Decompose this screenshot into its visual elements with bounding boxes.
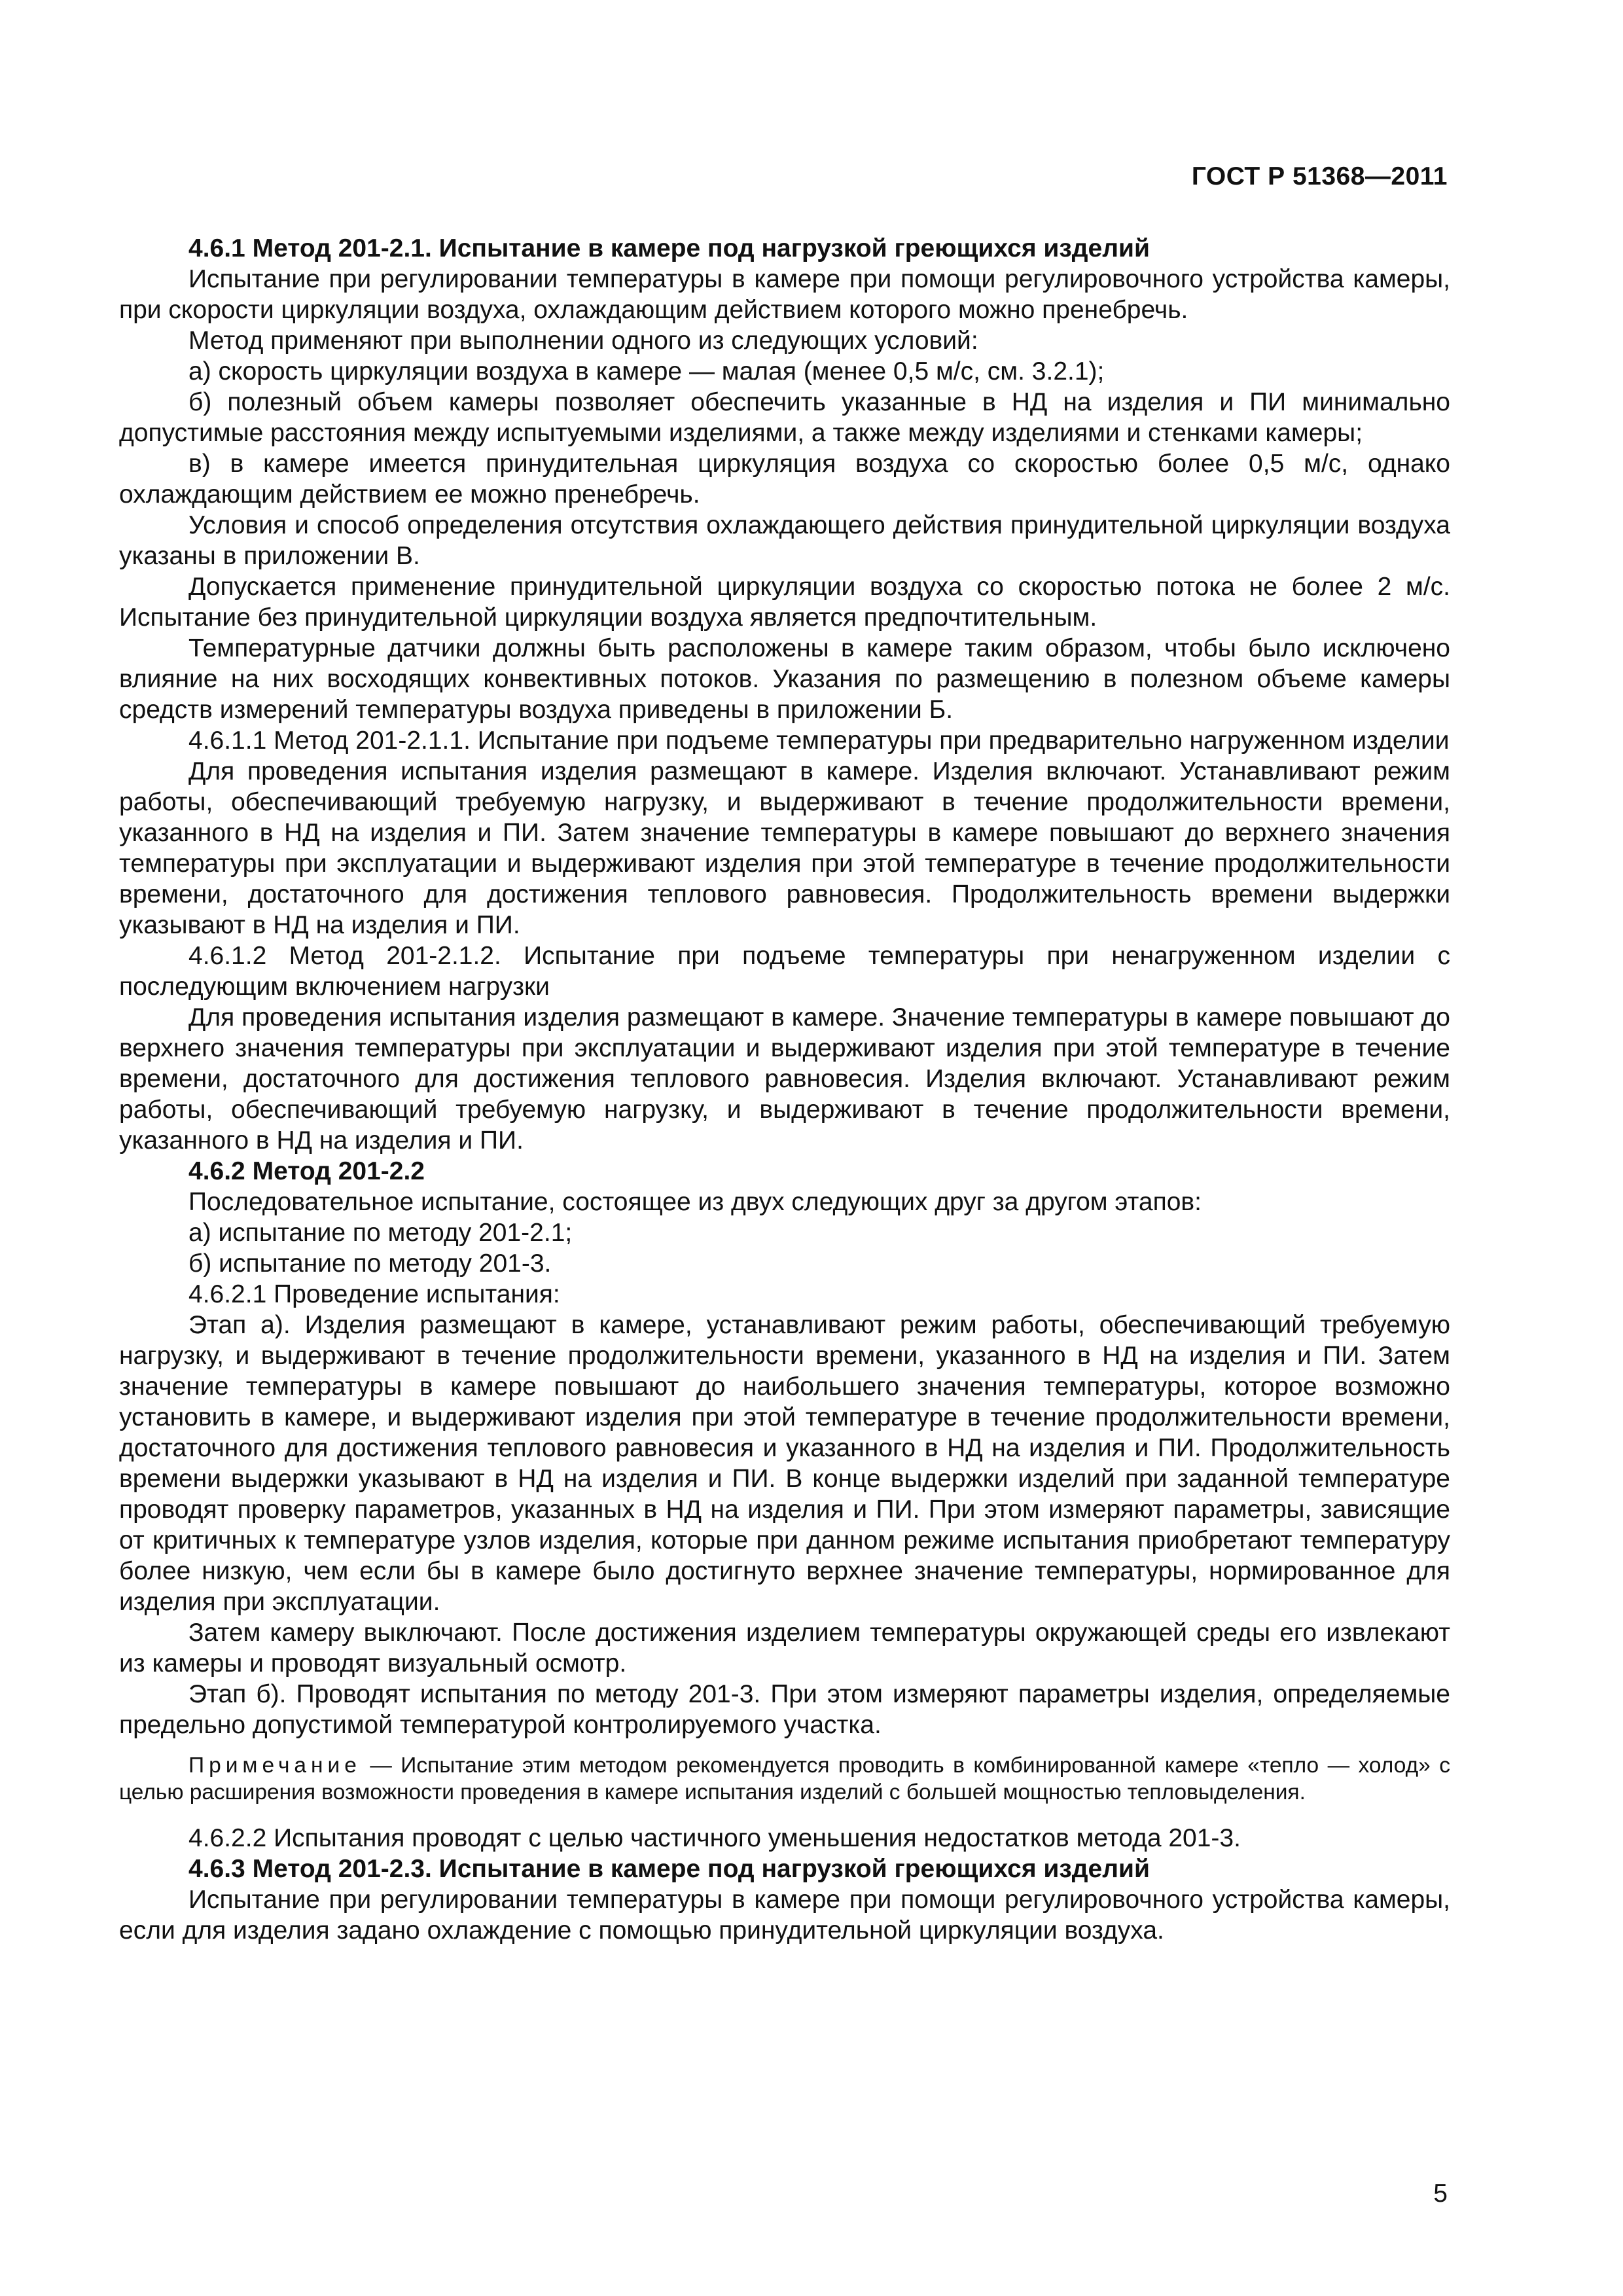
note xyxy=(119,1752,1450,1806)
note-text: — Испытание этим методом рекомендуется проводить в комбинированной камере «тепло — холод» с целью расширения возможности проведения в камере испытания изделий с большей мощностью тепловыделения. xyxy=(119,1753,1450,1804)
paragraph: Для проведения испытания изделия размещают в камере. Изделия включают. Устанавливают режим работы, обеспечивающий требуемую нагрузку, и выдерживают в течение продолжительности времени, указанного в НД на изделия и ПИ. Затем значение температуры в камере повышают до верхнего значения температуры при эксплуатации и выдерживают изделия при этой температуре в течение продолжительности времени, достаточного для достижения теплового равновесия. Продолжительность времени выдержки указывают в НД на изделия и ПИ. xyxy=(119,757,1450,939)
paragraph: Температурные датчики должны быть расположены в камере таким образом, чтобы было исключено влияние на них восходящих конвективных потоков. Указания по размещению в полезном объеме камеры средств измерений температуры воздуха приведены в приложении Б. xyxy=(119,634,1450,724)
subsection-title-4-6-1-1: 4.6.1.1 Метод 201-2.1.1. Испытание при подъеме температуры при предварительно нагруженном изделии xyxy=(188,726,1450,755)
document-body xyxy=(119,233,1450,1946)
paragraph: Испытание при регулировании температуры в камере при помощи регулировочного устройства камеры, при скорости циркуляции воздуха, охлаждающим действием которого можно пренебречь. xyxy=(119,265,1450,324)
section-heading-4-6-3: 4.6.3 Метод 201-2.3. Испытание в камере под нагрузкой греющихся изделий xyxy=(188,1855,1150,1883)
subsection-title-4-6-1-2: 4.6.1.2 Метод 201-2.1.2. Испытание при подъеме температуры при ненагруженном изделии с последующим включением нагрузки xyxy=(119,942,1450,1001)
list-item: в) в камере имеется принудительная циркуляция воздуха со скоростью более 0,5 м/с, однако охлаждающим действием ее можно пренебречь. xyxy=(119,450,1450,509)
note-label: Примечание xyxy=(188,1753,361,1778)
page-number: 5 xyxy=(1433,2179,1448,2208)
section-heading-4-6-1: 4.6.1 Метод 201-2.1. Испытание в камере под нагрузкой греющихся изделий xyxy=(188,234,1150,262)
list-item: а) скорость циркуляции воздуха в камере — малая (менее 0,5 м/с, см. 3.2.1); xyxy=(188,357,1105,386)
document-header: ГОСТ Р 51368—2011 xyxy=(1191,162,1448,190)
paragraph: Испытание при регулировании температуры в камере при помощи регулировочного устройства камеры, если для изделия задано охлаждение с помощью принудительной циркуляции воздуха. xyxy=(119,1886,1450,1945)
subsection-title-4-6-2-2: 4.6.2.2 Испытания проводят с целью частичного уменьшения недостатков метода 201-3. xyxy=(188,1824,1241,1852)
paragraph: Для проведения испытания изделия размещают в камере. Значение температуры в камере повышают до верхнего значения температуры при эксплуатации и выдерживают изделия при этой температуре в течение времени, достаточного для достижения теплового равновесия. Изделия включают. Устанавливают режим работы, обеспечивающий требуемую нагрузку, и выдерживают в течение продолжительности времени, указанного в НД на изделия и ПИ. xyxy=(119,1003,1450,1155)
paragraph: Этап б). Проводят испытания по методу 201-3. При этом измеряют параметры изделия, определяемые предельно допустимой температурой контролируемого участка. xyxy=(119,1680,1450,1739)
paragraph: Этап а). Изделия размещают в камере, устанавливают режим работы, обеспечивающий требуемую нагрузку, и выдерживают в течение продолжительности времени, указанного в НД на изделия и ПИ. Затем значение температуры в камере повышают до наибольшего значения температуры, которое возможно установить в камере, и выдерживают изделия при этой температуре в течение продолжительности времени, достаточного для достижения теплового равновесия и указанного в НД на изделия и ПИ. Продолжительность времени выдержки указывают в НД на изделия и ПИ. В конце выдержки изделий при заданной температуре проводят проверку параметров, указанных в НД на изделия и ПИ. При этом измеряют параметры, зависящие от критичных к температуре узлов изделия, которые при данном режиме испытания приобретают температуру более низкую, чем если бы в камере было достигнуто верхнее значение температуры, нормированное для изделия при эксплуатации. xyxy=(119,1311,1450,1616)
list-item: а) испытание по методу 201-2.1; xyxy=(188,1219,573,1247)
subsection-title-4-6-2-1: 4.6.2.1 Проведение испытания: xyxy=(188,1280,560,1308)
section-heading-4-6-2: 4.6.2 Метод 201-2.2 xyxy=(188,1157,425,1185)
paragraph: Затем камеру выключают. После достижения изделием температуры окружающей среды его извлекают из камеры и проводят визуальный осмотр. xyxy=(119,1619,1450,1677)
paragraph: Допускается применение принудительной циркуляции воздуха со скоростью потока не более 2 м/с. Испытание без принудительной циркуляции воздуха является предпочтительным. xyxy=(119,573,1450,632)
paragraph: Метод применяют при выполнении одного из следующих условий: xyxy=(188,327,978,355)
paragraph: Последовательное испытание, состоящее из двух следующих друг за другом этапов: xyxy=(188,1188,1202,1216)
list-item: б) полезный объем камеры позволяет обеспечить указанные в НД на изделия и ПИ минимально допустимые расстояния между испытуемыми изделиями, а также между изделиями и стенками камеры; xyxy=(119,388,1450,447)
list-item: б) испытание по методу 201-3. xyxy=(188,1249,552,1278)
paragraph: Условия и способ определения отсутствия охлаждающего действия принудительной циркуляции воздуха указаны в приложении В. xyxy=(119,511,1450,570)
